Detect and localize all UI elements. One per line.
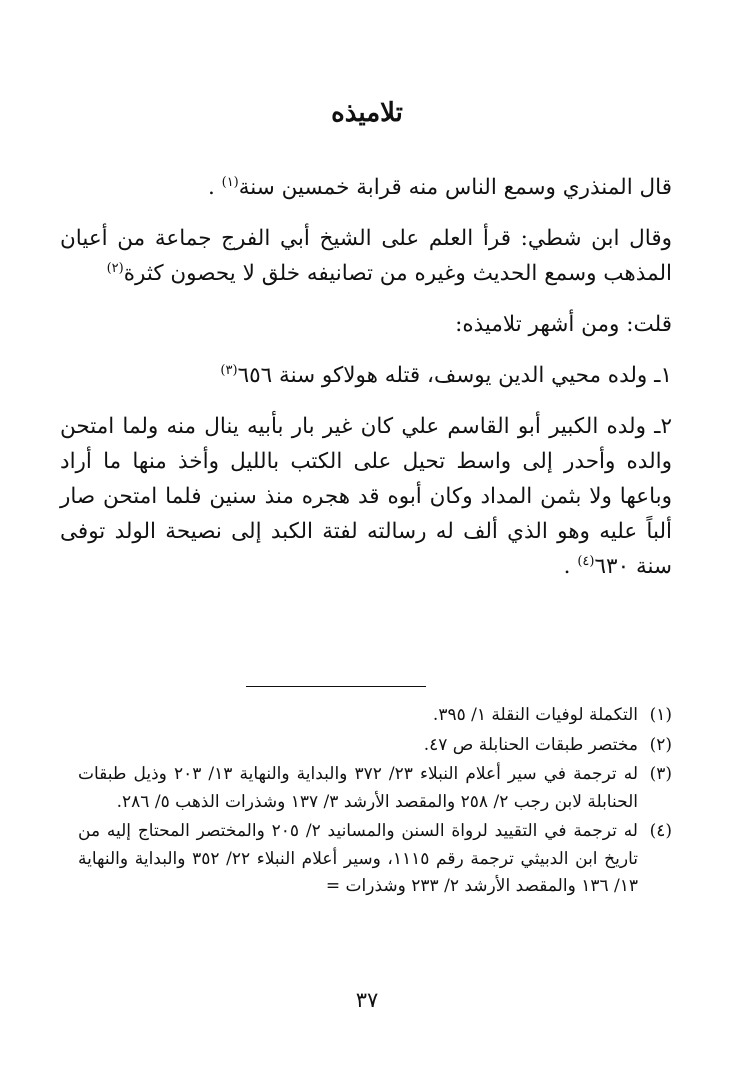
footnote-ref: (٣) xyxy=(220,362,238,378)
footnote-4 xyxy=(78,818,672,901)
footnote-text: مختصر طبقات الحنابلة ص ٤٧. xyxy=(423,734,638,755)
footnote-ref: (٤) xyxy=(577,553,595,569)
paragraph-text: ١ـ ولده محيي الدين يوسف، قتله هولاكو سنة ٦٥٦ xyxy=(237,363,672,388)
footnotes xyxy=(78,702,672,903)
footnote-3 xyxy=(78,761,672,816)
paragraph-4 xyxy=(60,358,672,393)
footnote-2 xyxy=(78,732,672,760)
footnote-ref: (١) xyxy=(221,174,239,190)
paragraph-text: قال المنذري وسمع الناس منه قرابة خمسين سنة xyxy=(238,175,672,200)
paragraph-text: وقال ابن شطي: قرأ العلم على الشيخ أبي الفرج جماعة من أعيان المذهب وسمع الحديث وغيره من تصانيفه خلق لا يحصون كثرة xyxy=(60,226,672,286)
main-text xyxy=(60,170,672,600)
footnote-number: (٢) xyxy=(649,734,672,755)
page-number: ٣٧ xyxy=(355,988,379,1012)
paragraph-text: قلت: ومن أشهر تلاميذه: xyxy=(455,312,672,337)
paragraph-2 xyxy=(60,221,672,291)
footnote-number: (١) xyxy=(649,705,672,725)
paragraph-tail: . xyxy=(563,554,578,579)
paragraph-text: ٢ـ ولده الكبير أبو القاسم علي كان غير بار بأبيه ينال منه ولما امتحن والده وأحدر إلى واسط تحيل على الكتب بالليل وأخذ منها ما أراد وباعها ولا بثمن المداد وكان أبوه قد هجره منذ سنين فلما امتحن صار ألباً عليه وهو الذي ألف له رسالته لفتة الكبد إلى نصيحة الولد توفى سنة ٦٣٠ xyxy=(60,414,672,579)
footnote-text: له ترجمة في سير أعلام النبلاء ٢٣/ ٣٧٢ والبداية والنهاية ١٣/ ٢٠٣ وذيل طبقات الحنابلة لابن رجب ٢/ ٢٥٨ والمقصد الأرشد ٣/ ١٣٧ وشذرات الذهب ٥/ ٢٨٦. xyxy=(78,764,638,812)
footnote-ref: (٢) xyxy=(106,260,124,276)
paragraph-1 xyxy=(60,170,672,205)
paragraph-5 xyxy=(60,409,672,584)
footnote-text: له ترجمة في التقييد لرواة السنن والمسانيد ٢/ ٢٠٥ والمختصر المحتاج إليه من تاريخ ابن الدبيثي ترجمة رقم ١١١٥، وسير أعلام النبلاء ٢٢/ ٣٥٢ والبداية والنهاية ١٣/ ١٣٦ والمقصد الأرشد ٢/ ٢٣٣ وشذرات = xyxy=(78,821,638,896)
footnote-number: (٤) xyxy=(649,821,672,841)
paragraph-tail: . xyxy=(207,175,222,200)
footnote-number: (٣) xyxy=(649,764,672,784)
footnote-text: التكملة لوفيات النقلة ١/ ٣٩٥. xyxy=(432,705,638,725)
footnote-1 xyxy=(78,702,672,730)
section-title: تلاميذه xyxy=(331,98,403,128)
footnote-divider xyxy=(246,686,426,687)
paragraph-3 xyxy=(60,307,672,342)
